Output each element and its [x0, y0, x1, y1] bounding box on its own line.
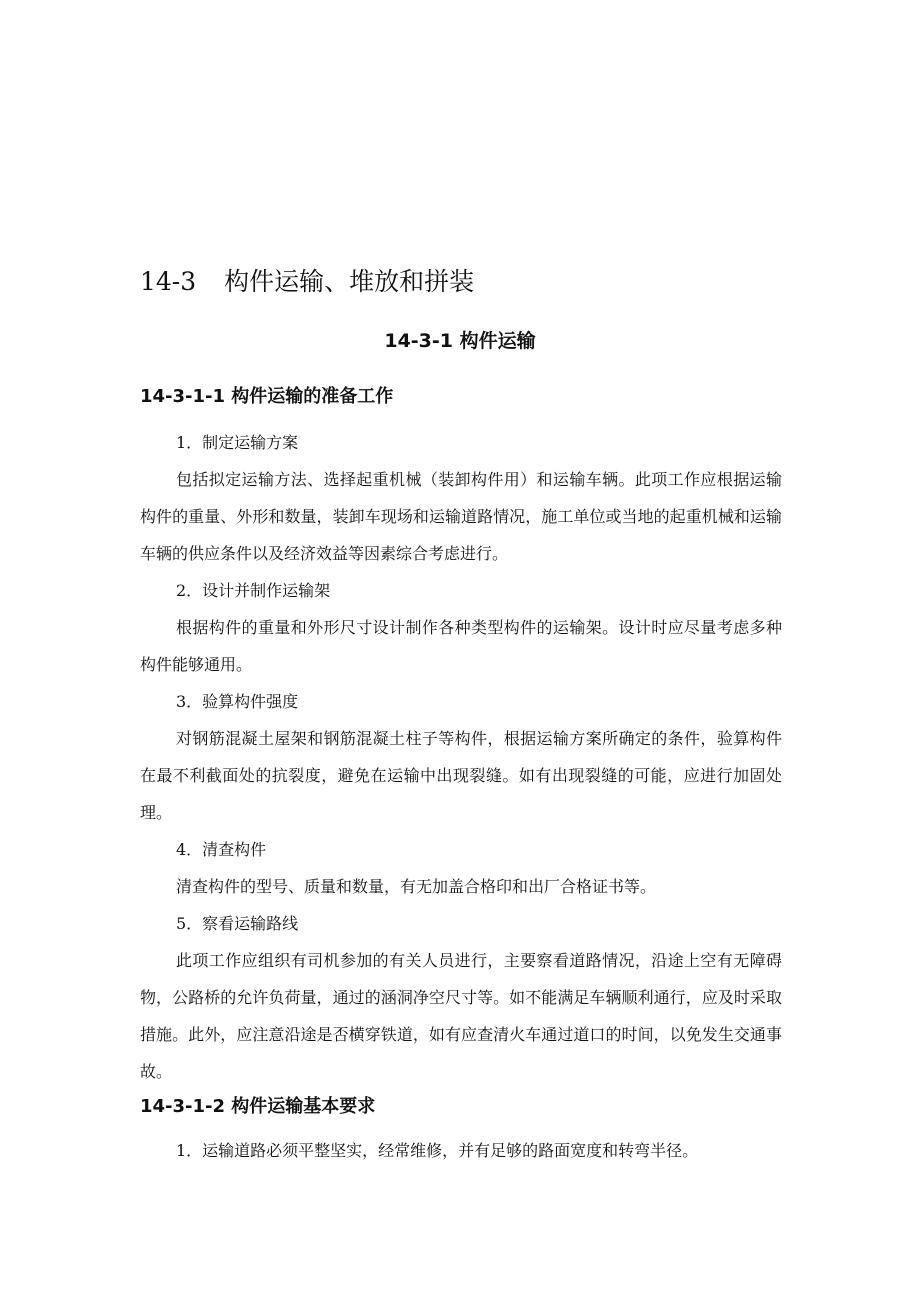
chapter-heading [140, 262, 474, 302]
paragraph: 包括拟定运输方法、选择起重机械（装卸构件用）和运输车辆。此项工作应根据运输构件的重量、外形和数量，装卸车现场和运输道路情况，施工单位或当地的起重机械和运输车辆的供应条件以及经济效益等因素综合考虑进行。 [140, 470, 782, 563]
item-heading: 5．察看运输路线 [176, 914, 299, 933]
subsection-heading: 14-3-1-2 构件运输基本要求 [140, 1096, 376, 1117]
chapter-title: 构件运输、堆放和拼装 [224, 267, 475, 296]
paragraph: 清查构件的型号、质量和数量，有无加盖合格印和出厂合格证书等。 [176, 877, 657, 896]
section-heading: 14-3-1 构件运输 [384, 330, 536, 352]
item-heading: 4．清查构件 [176, 840, 267, 859]
paragraph: 此项工作应组织有司机参加的有关人员进行，主要察看道路情况，沿途上空有无障碍物，公路桥的允许负荷量，通过的涵洞净空尺寸等。如不能满足车辆顺利通行，应及时采取措施。此外，应注意沿途是否横穿铁道，如有应查清火车通过道口的时间，以免发生交通事故。 [140, 951, 782, 1081]
subsection-body [140, 424, 782, 1090]
item-heading: 2．设计并制作运输架 [176, 581, 331, 600]
chapter-number: 14-3 [140, 267, 197, 296]
paragraph: 根据构件的重量和外形尺寸设计制作各种类型构件的运输架。设计时应尽量考虑多种构件能够通用。 [140, 618, 782, 674]
paragraph: 对钢筋混凝土屋架和钢筋混凝土柱子等构件，根据运输方案所确定的条件，验算构件在最不利截面处的抗裂度，避免在运输中出现裂缝。如有出现裂缝的可能，应进行加固处理。 [140, 729, 782, 822]
item-heading: 1．制定运输方案 [176, 433, 299, 452]
paragraph: 1．运输道路必须平整坚实，经常维修，并有足够的路面宽度和转弯半径。 [176, 1141, 699, 1160]
subsection-heading: 14-3-1-1 构件运输的准备工作 [140, 386, 394, 407]
item-heading: 3．验算构件强度 [176, 692, 299, 711]
subsection-body [140, 1132, 782, 1169]
